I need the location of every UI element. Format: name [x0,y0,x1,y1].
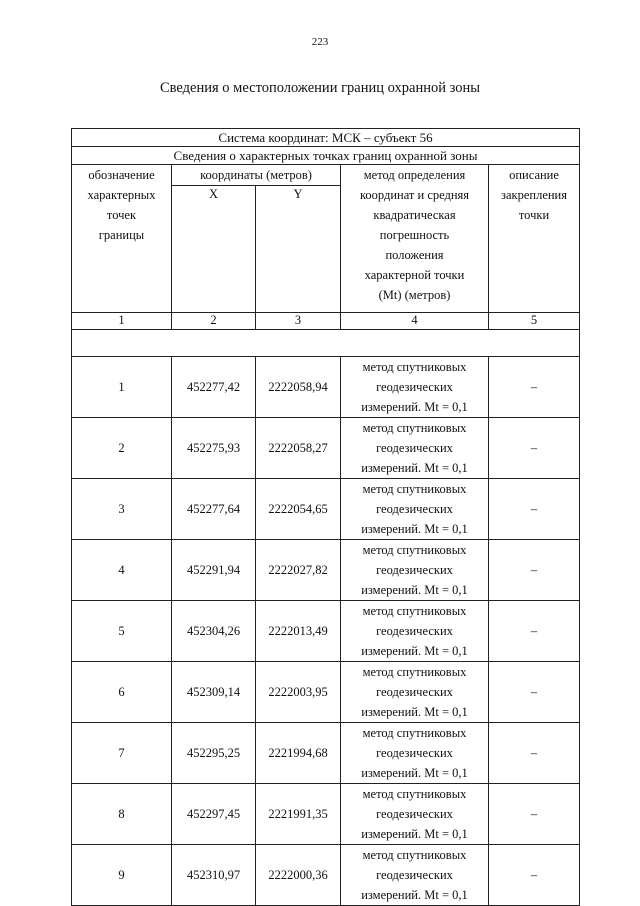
point-number-cell: 3 [72,479,172,540]
method-line: геодезических [376,868,453,882]
method-line: измерений. Mt = 0,1 [361,766,468,780]
x-coordinate-cell: 452310,97 [172,845,256,906]
x-coordinate-cell: 452309,14 [172,662,256,723]
points-info-header: Сведения о характерных точках границ охранной зоны [72,147,580,165]
header-line: (Mt) (метров) [378,288,451,302]
x-coordinate-cell: 452291,94 [172,540,256,601]
fixation-description-cell: – [489,357,580,418]
fixation-description-header [489,165,580,313]
point-number-cell: 8 [72,784,172,845]
method-cell [341,540,489,601]
method-cell [341,845,489,906]
column-number: 2 [172,313,256,330]
header-line: положения [385,248,444,262]
table-body [72,357,580,906]
spacer-row [72,330,580,357]
header-line: закрепления [501,188,567,202]
table-row [72,845,580,906]
fixation-description-cell: – [489,662,580,723]
method-line: геодезических [376,807,453,821]
method-line: метод спутниковых [362,421,467,435]
method-line: измерений. Mt = 0,1 [361,827,468,841]
x-coordinate-header: X [172,186,256,313]
method-line: метод спутниковых [362,543,467,557]
method-line: метод спутниковых [362,360,467,374]
point-number-cell: 9 [72,845,172,906]
header-line: точек [106,208,137,222]
method-cell [341,418,489,479]
x-coordinate-cell: 452304,26 [172,601,256,662]
point-number-cell: 5 [72,601,172,662]
table-row [72,723,580,784]
y-coordinate-cell: 2222003,95 [256,662,341,723]
page-number: 223 [311,36,329,48]
column-number: 3 [256,313,341,330]
method-cell [341,723,489,784]
point-designation-header [72,165,172,313]
method-line: измерений. Mt = 0,1 [361,400,468,414]
header-line: метод определения [363,168,466,182]
method-cell [341,784,489,845]
method-cell [341,662,489,723]
method-line: геодезических [376,624,453,638]
y-coordinate-cell: 2221994,68 [256,723,341,784]
document-title: Сведения о местоположении границ охранной зоны [159,80,480,96]
fixation-description-cell: – [489,845,580,906]
table-row [72,479,580,540]
column-number: 4 [341,313,489,330]
method-line: метод спутниковых [362,848,467,862]
y-coordinate-cell: 2222058,94 [256,357,341,418]
y-coordinate-cell: 2222058,27 [256,418,341,479]
fixation-description-cell: – [489,723,580,784]
header-line: точки [518,208,550,222]
header-line: границы [98,228,145,242]
y-coordinate-cell: 2222000,36 [256,845,341,906]
method-line: метод спутниковых [362,482,467,496]
method-line: геодезических [376,685,453,699]
method-line: метод спутниковых [362,665,467,679]
fixation-description-cell: – [489,418,580,479]
x-coordinate-cell: 452277,64 [172,479,256,540]
x-coordinate-cell: 452275,93 [172,418,256,479]
header-line: квадратическая [373,208,456,222]
header-line: обозначение [88,168,155,182]
table-row [72,601,580,662]
method-line: геодезических [376,502,453,516]
fixation-description-cell: – [489,601,580,662]
method-cell [341,601,489,662]
point-number-cell: 1 [72,357,172,418]
header-line: погрешность [379,228,450,242]
column-number: 5 [489,313,580,330]
method-cell [341,357,489,418]
x-coordinate-cell: 452295,25 [172,723,256,784]
table-row [72,784,580,845]
method-cell [341,479,489,540]
method-header [341,165,489,313]
table-row [72,418,580,479]
y-coordinate-cell: 2221991,35 [256,784,341,845]
x-coordinate-cell: 452297,45 [172,784,256,845]
y-coordinate-cell: 2222054,65 [256,479,341,540]
fixation-description-cell: – [489,479,580,540]
y-coordinate-header: Y [256,186,341,313]
header-line: характерных [87,188,156,202]
fixation-description-cell: – [489,784,580,845]
y-coordinate-cell: 2222013,49 [256,601,341,662]
header-line: координат и средняя [359,188,470,202]
method-line: метод спутниковых [362,787,467,801]
method-line: измерений. Mt = 0,1 [361,583,468,597]
point-number-cell: 2 [72,418,172,479]
header-line: описание [509,168,559,182]
method-line: измерений. Mt = 0,1 [361,888,468,902]
method-line: геодезических [376,380,453,394]
point-number-cell: 4 [72,540,172,601]
boundary-points-table [71,128,580,906]
table-row [72,540,580,601]
table-row [72,357,580,418]
column-number: 1 [72,313,172,330]
method-line: метод спутниковых [362,604,467,618]
coordinates-header: координаты (метров) [172,165,341,186]
method-line: геодезических [376,746,453,760]
header-line: характерной точки [364,268,465,282]
method-line: геодезических [376,563,453,577]
method-line: измерений. Mt = 0,1 [361,522,468,536]
method-line: измерений. Mt = 0,1 [361,461,468,475]
fixation-description-cell: – [489,540,580,601]
y-coordinate-cell: 2222027,82 [256,540,341,601]
point-number-cell: 7 [72,723,172,784]
table-row [72,662,580,723]
method-line: геодезических [376,441,453,455]
method-line: метод спутниковых [362,726,467,740]
coordinate-system-header: Система координат: МСК – субъект 56 [72,129,580,147]
method-line: измерений. Mt = 0,1 [361,644,468,658]
x-coordinate-cell: 452277,42 [172,357,256,418]
method-line: измерений. Mt = 0,1 [361,705,468,719]
point-number-cell: 6 [72,662,172,723]
